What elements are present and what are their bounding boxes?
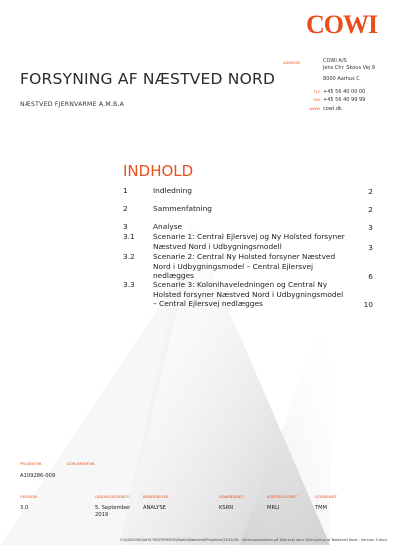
prepared-value: KSRN: [219, 505, 234, 511]
fax-label: FAX: [313, 98, 320, 102]
www-value[interactable]: cowi.dk: [323, 106, 342, 112]
version-value: 3.0: [20, 505, 29, 511]
date-label: UDGIVELSESDATO: [95, 494, 130, 499]
toc-entry[interactable]: [123, 222, 373, 232]
toc-entry[interactable]: [123, 186, 373, 196]
www-label: WWW: [309, 107, 320, 111]
street-address: Jens Chr. Skous Vej 9: [323, 65, 375, 71]
toc-entry-text: Scenarie 2: Central Ny Holsted forsyner Næstved Nord i Udbygningsmodel – Central Ejlersvej nedlægges: [153, 252, 336, 280]
tel-value: +45 56 40 00 00: [323, 89, 366, 95]
toc-entry-number: 3: [123, 222, 128, 231]
toc-heading: INDHOLD: [123, 162, 194, 180]
toc-entry-page: 6: [368, 271, 373, 281]
toc-entry-number: 1: [123, 186, 128, 195]
tel-label: TLF: [313, 90, 320, 94]
cowi-logo: COWI: [306, 10, 378, 39]
toc-entry-text: Analyse: [153, 222, 183, 231]
toc-entry[interactable]: [123, 280, 373, 309]
fax-value: +45 56 40 99 99: [323, 97, 366, 103]
toc-entry-number: 2: [123, 204, 128, 213]
description-value: ANALYSE: [143, 505, 166, 511]
document-subtitle: NÆSTVED FJERNVARME A.M.B.A: [20, 101, 125, 108]
company-name: COWI A/S: [323, 58, 347, 64]
project-no-value: A109286-009: [20, 473, 56, 479]
project-no-label: PROJEKTNR.: [20, 461, 43, 466]
address-label: ADRESSE: [283, 61, 300, 65]
date-value: 5. September 2019: [95, 505, 131, 518]
toc-entry-page: 2: [368, 204, 373, 214]
toc-entry-text: Scenarie 3: Kolonihaveledningen og Central Ny Holsted forsyner Næstved Nord i Udbygningsmodel – Central Ejlersvej nedlægges: [153, 280, 344, 308]
approved-label: GODKENDT: [315, 494, 337, 499]
toc-entry-page: 3: [368, 222, 373, 232]
toc-entry-text: Indledning: [153, 186, 192, 195]
city-address: 8000 Aarhus C: [323, 76, 360, 82]
toc-entry-page: 2: [368, 186, 373, 196]
description-label: BESKRIVELSE: [143, 494, 169, 499]
checked-value: MRLI: [267, 505, 280, 511]
toc-entry-number: 3.3: [123, 280, 135, 289]
toc-entry[interactable]: [123, 204, 373, 214]
toc-entry[interactable]: [123, 232, 373, 252]
toc-entry-number: 3.1: [123, 232, 135, 241]
checked-label: KONTROLLERET: [267, 494, 298, 499]
toc-entry-text: Scenarie 1: Central Ejlersvej og Ny Holsted forsyner Næstved Nord i Udbygningsmodell: [153, 232, 345, 251]
toc-entry-page: 3: [368, 242, 373, 252]
toc-entry[interactable]: [123, 252, 373, 281]
version-label: VERSION: [20, 494, 37, 499]
document-no-label: DOKUMENTNR.: [67, 461, 96, 466]
prepared-label: UDARBEJDET: [219, 494, 244, 499]
toc-entry-page: 10: [363, 299, 373, 309]
toc-entry-text: Sammenfatning: [153, 204, 212, 213]
approved-value: TMM: [315, 505, 328, 511]
file-path-footer: O:\A000000\A091789\TERMOD\Model\Næstved\Projekter\2019-08 - Varmeproduktion på Ejlersvej vers 2\Forsyning af Næstved Nord - Version 3.docx: [120, 538, 388, 542]
toc-entry-number: 3.2: [123, 252, 135, 261]
document-title: FORSYNING AF NÆSTVED NORD: [20, 70, 276, 88]
